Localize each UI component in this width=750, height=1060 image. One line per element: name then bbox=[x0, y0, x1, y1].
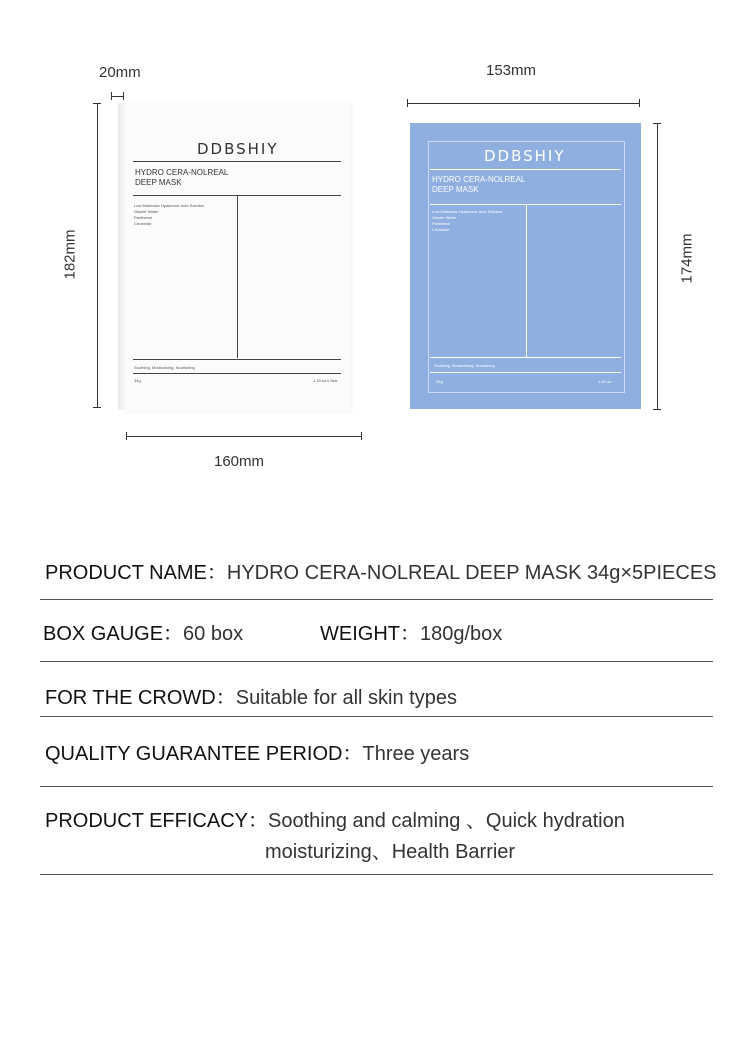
sachet-ingredient: Glacier Water bbox=[432, 215, 457, 220]
box-efficacy: Soothing, Moisturizing, Nourishing bbox=[134, 365, 195, 370]
spec-divider bbox=[40, 786, 713, 787]
box-ingredient: Ceramide bbox=[134, 221, 152, 226]
spec-divider bbox=[40, 874, 713, 875]
box-title-line2: DEEP MASK bbox=[135, 178, 182, 187]
box-rule-bottom bbox=[133, 373, 341, 374]
box-height-tick-top bbox=[93, 103, 101, 104]
box-rule-low bbox=[133, 359, 341, 360]
sachet-ingredients bbox=[432, 209, 502, 233]
pack-height-line bbox=[657, 123, 658, 410]
box-width-tick-left bbox=[126, 432, 127, 440]
spec-product-name bbox=[45, 556, 717, 585]
sachet-rule-top bbox=[430, 169, 621, 170]
thickness-tick-left bbox=[111, 92, 112, 100]
weight-label: WEIGHT： bbox=[320, 623, 420, 645]
box-weight-oz: 1.19 oz.x 5ea bbox=[313, 378, 338, 383]
spec-guarantee-period bbox=[45, 737, 469, 766]
box-title bbox=[135, 168, 228, 188]
sachet-ingredient: Low Molecular Hyaluronic Acid Solution bbox=[432, 209, 503, 214]
box-height-line bbox=[97, 103, 98, 408]
product-name-label: PRODUCT NAME： bbox=[45, 562, 227, 584]
sachet-title bbox=[432, 175, 525, 195]
spec-efficacy bbox=[45, 804, 625, 833]
period-label: QUALITY GUARANTEE PERIOD： bbox=[45, 743, 363, 765]
pack-width-line bbox=[407, 103, 640, 104]
box-gauge-value: 60 box bbox=[183, 623, 244, 645]
spec-box-gauge bbox=[43, 617, 243, 646]
box-height-label: 182mm bbox=[61, 229, 79, 280]
box-rule-top bbox=[133, 161, 341, 162]
sachet-ingredient: Ceramide bbox=[432, 227, 450, 232]
mask-sachet bbox=[410, 123, 641, 409]
pack-width-tick-right bbox=[639, 99, 640, 107]
box-divider bbox=[237, 195, 238, 358]
box-title-line1: HYDRO CERA-NOLREAL bbox=[135, 168, 229, 177]
box-width-tick-right bbox=[361, 432, 362, 440]
efficacy-label: PRODUCT EFFICACY： bbox=[45, 810, 268, 832]
box-width-line bbox=[126, 436, 362, 437]
sachet-title-line2: DEEP MASK bbox=[432, 185, 479, 194]
sachet-weight: 34g bbox=[436, 379, 443, 384]
product-name-value: HYDRO CERA-NOLREAL DEEP MASK 34g×5PIECES bbox=[226, 562, 717, 584]
period-value: Three years bbox=[362, 743, 470, 765]
efficacy-line2: moisturizing、Health Barrier bbox=[265, 841, 516, 863]
efficacy-line1: Soothing and calming 、Quick hydration bbox=[267, 810, 625, 832]
spec-weight bbox=[320, 617, 502, 646]
crowd-value: Suitable for all skin types bbox=[235, 687, 457, 709]
pack-height-tick-top bbox=[653, 123, 661, 124]
box-ingredient: Panthenol bbox=[134, 215, 153, 220]
spec-divider bbox=[40, 661, 713, 662]
sachet-rule-bottom bbox=[430, 372, 621, 373]
sachet-efficacy: Soothing, Moisturizing, Nourishing bbox=[434, 363, 495, 368]
spec-divider bbox=[40, 599, 713, 600]
box-height-tick-bottom bbox=[93, 407, 101, 408]
box-ingredients bbox=[134, 203, 204, 227]
box-weight: 34g bbox=[134, 378, 141, 383]
box-side-panel bbox=[118, 103, 125, 410]
sachet-divider bbox=[526, 204, 527, 357]
sachet-ingredient: Panthenol bbox=[432, 221, 451, 226]
box-width-label: 160mm bbox=[214, 453, 265, 470]
sachet-brand-logo: DDBSHIY bbox=[484, 147, 566, 165]
sachet-weight-oz: 1.19 oz. bbox=[598, 379, 613, 384]
box-ingredient: Glacier Water bbox=[134, 209, 159, 214]
spec-divider bbox=[40, 716, 713, 717]
box-brand-logo: DDBSHIY bbox=[197, 140, 279, 158]
sachet-rule-low bbox=[430, 357, 621, 358]
box-ingredient: Low Molecular Hyaluronic Acid Solution bbox=[134, 203, 205, 208]
box-gauge-label: BOX GAUGE： bbox=[43, 623, 184, 645]
pack-height-label: 174mm bbox=[678, 233, 696, 284]
spec-crowd bbox=[45, 681, 457, 710]
crowd-label: FOR THE CROWD： bbox=[45, 687, 236, 709]
sachet-title-line1: HYDRO CERA-NOLREAL bbox=[432, 175, 526, 184]
pack-width-tick-left bbox=[407, 99, 408, 107]
weight-value: 180g/box bbox=[420, 623, 503, 645]
pack-height-tick-bottom bbox=[653, 409, 661, 410]
thickness-tick-right bbox=[123, 92, 124, 100]
thickness-label: 20mm bbox=[99, 64, 141, 81]
product-box bbox=[125, 100, 350, 410]
pack-width-label: 153mm bbox=[486, 62, 537, 79]
